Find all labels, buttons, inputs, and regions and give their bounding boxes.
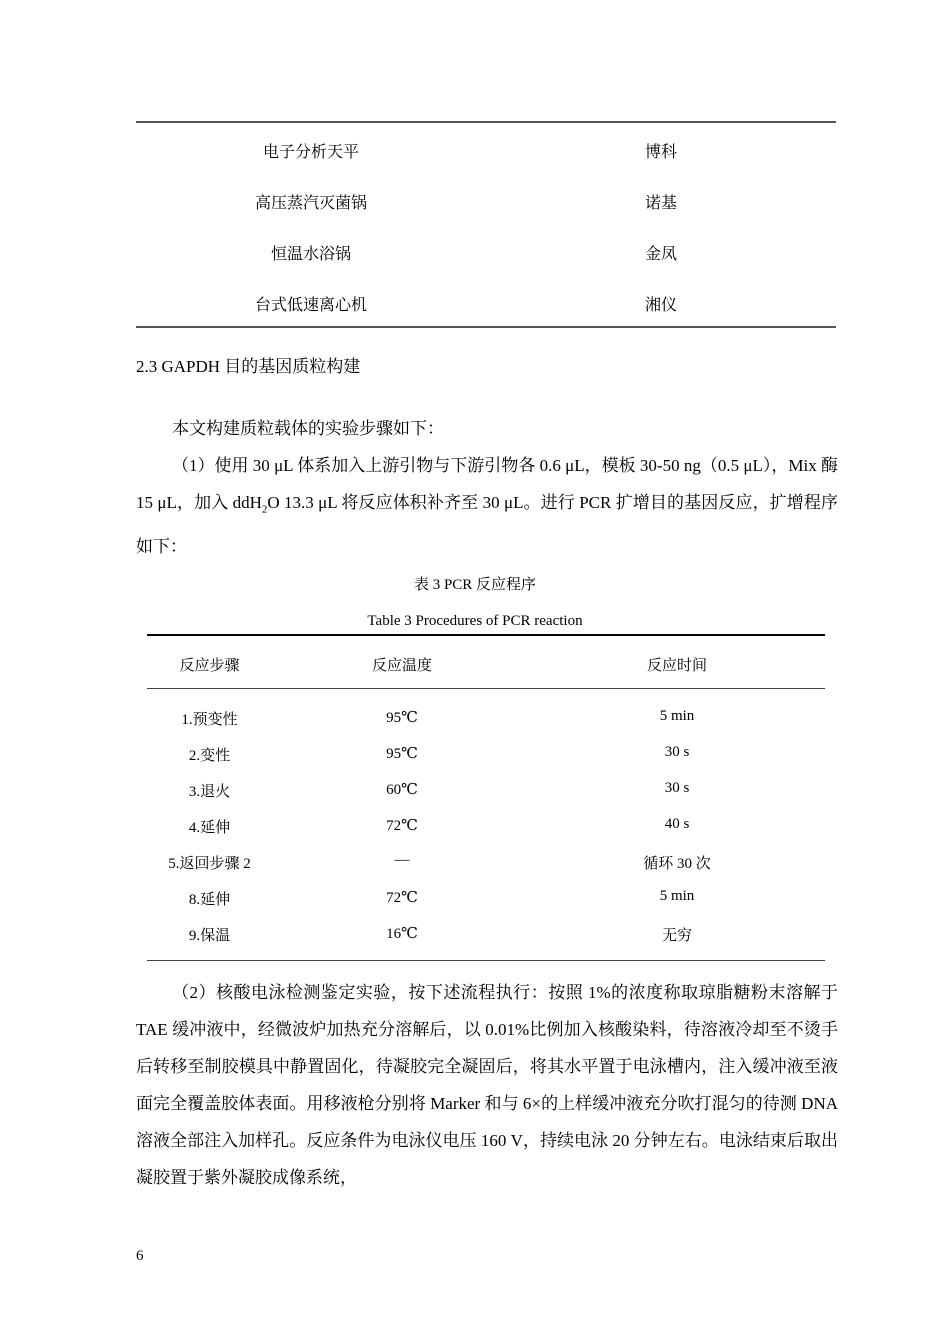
equipment-name: 高压蒸汽灭菌锅 (254, 193, 367, 212)
step-cell: 3.退火 (188, 784, 231, 800)
table-row (147, 852, 825, 882)
table-row (147, 708, 825, 738)
table-row (147, 816, 825, 846)
step-cell: 4.延伸 (188, 820, 231, 836)
temp-cell: 16℃ (386, 926, 418, 942)
temp-cell: 60℃ (386, 782, 418, 798)
temp-cell: 95℃ (386, 746, 418, 762)
time-cell: 5 min (659, 708, 695, 724)
table-row (147, 888, 825, 918)
table3-bottom-rule (147, 960, 825, 961)
equipment-table-top-rule (136, 121, 836, 123)
step-cell: 1.预变性 (181, 712, 238, 728)
equipment-name: 电子分析天平 (262, 142, 359, 161)
time-cell: 无穷 (661, 928, 692, 944)
table3-header-time: 反应时间 (646, 656, 707, 674)
intro-paragraph (136, 410, 838, 447)
time-cell: 5 min (659, 888, 695, 904)
temp-cell: 72℃ (386, 890, 418, 906)
step-cell: 9.保温 (188, 928, 231, 944)
table-row (147, 744, 825, 774)
equipment-row (136, 292, 836, 322)
equipment-name: 台式低速离心机 (254, 295, 367, 314)
time-cell: 循环 30 次 (643, 856, 711, 872)
section-title: 2.3 GAPDH 目的基因质粒构建 (136, 357, 361, 376)
time-cell: 30 s (664, 780, 690, 796)
equipment-row (136, 190, 836, 220)
step-cell: 2.变性 (188, 748, 231, 764)
equipment-brand: 诺基 (644, 193, 677, 212)
table3-header-row (147, 654, 825, 684)
equipment-row (136, 241, 836, 271)
table3-top-rule (147, 634, 825, 636)
table-row (147, 780, 825, 810)
table3-header-step: 反应步骤 (179, 656, 240, 674)
table-row (147, 924, 825, 954)
step-cell: 5.返回步骤 2 (168, 856, 251, 872)
subscript-2: 2 (261, 503, 268, 516)
step-cell: 8.延伸 (188, 892, 231, 908)
page-number: 6 (136, 1248, 144, 1264)
equipment-brand: 湘仪 (644, 295, 677, 314)
pcr-setup-paragraph (136, 447, 838, 565)
equipment-row (136, 139, 836, 169)
pcr-setup-text-1: （1）使用 30 μL 体系加入上游引物与下游引物各 0.6 μL，模板 30-50 ng（0.5 μL），Mix 酶 15 μL，加入 ddH (136, 456, 838, 512)
equipment-table-bottom-rule (136, 326, 836, 328)
equipment-brand: 博科 (644, 142, 677, 161)
electrophoresis-text: （2）核酸电泳检测鉴定实验，按下述流程执行：按照 1%的浓度称取琼脂糖粉末溶解于 TAE 缓冲液中，经微波炉加热充分溶解后，以 0.01%比例加入核酸染料，待溶液冷却至不烫手后转移至制胶模具中静置固化，待凝胶完全凝固后，将其水平置于电泳槽内，注入缓冲液至液面完全覆盖胶体表面。用移液枪分别将 Marker 和与 6×的上样缓冲液充分吹打混匀的待测 DNA 溶液全部注入加样孔。反应条件为电泳仪电压 160 V，持续电泳 20 分钟左右。电泳结束后取出凝胶置于紫外凝胶成像系统， (136, 983, 838, 1187)
time-cell: 30 s (664, 744, 690, 760)
electrophoresis-paragraph (136, 974, 838, 1196)
intro-text: 本文构建质粒载体的实验步骤如下： (172, 419, 444, 438)
time-cell: 40 s (664, 816, 690, 832)
temp-cell: 72℃ (386, 818, 418, 834)
table3-caption-en: Table 3 Procedures of PCR reaction (367, 613, 583, 629)
pcr-setup-text-2: O 13.3 μL 将反应体积补齐至 30 μL。进行 PCR 扩增目的基因反应，扩增程序如下： (136, 493, 838, 557)
temp-cell: 95℃ (386, 710, 418, 726)
table3-header-temp: 反应温度 (371, 656, 432, 674)
table3-header-rule (147, 688, 825, 689)
temp-cell: — (394, 852, 410, 868)
equipment-name: 恒温水浴锅 (270, 244, 351, 263)
table3-caption-cn: 表 3 PCR 反应程序 (413, 577, 537, 593)
equipment-brand: 金凤 (644, 244, 677, 263)
